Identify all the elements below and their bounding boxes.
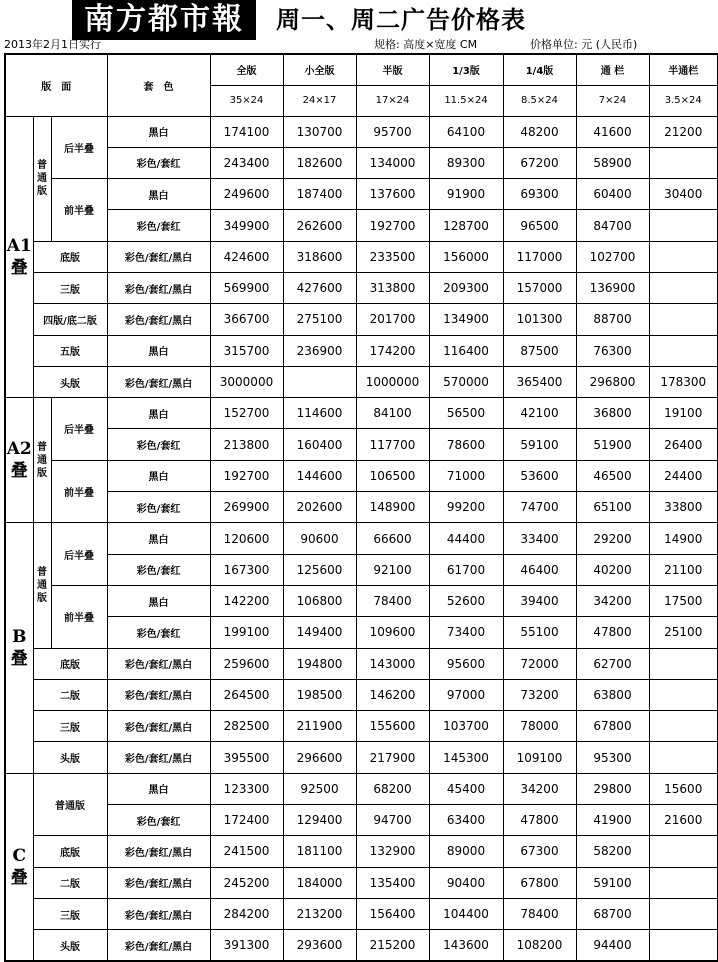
price-cell: 184000	[283, 867, 356, 898]
table-row	[5, 304, 718, 335]
color-option: 彩色/套红	[107, 492, 210, 523]
price-cell: 47800	[503, 805, 576, 836]
price-cell: 192700	[356, 210, 429, 241]
header-row	[5, 54, 718, 85]
page-label: 三版	[33, 272, 107, 303]
color-option: 黑白	[107, 116, 210, 147]
price-cell: 427600	[283, 272, 356, 303]
price-cell: 125600	[283, 554, 356, 585]
price-cell: 241500	[210, 836, 283, 867]
price-cell: 39400	[503, 585, 576, 616]
table-row	[5, 460, 718, 491]
table-row	[5, 585, 718, 616]
color-option: 黑白	[107, 335, 210, 366]
price-cell	[649, 272, 718, 303]
price-cell: 104400	[429, 898, 503, 929]
price-cell: 148900	[356, 492, 429, 523]
price-cell: 209300	[429, 272, 503, 303]
price-cell: 123300	[210, 773, 283, 804]
price-cell: 199100	[210, 617, 283, 648]
color-option: 彩色/套红/黑白	[107, 648, 210, 679]
price-cell: 145300	[429, 742, 503, 773]
corner-label: 版 面	[5, 54, 107, 116]
price-cell: 99200	[429, 492, 503, 523]
price-cell: 76300	[576, 335, 649, 366]
table-row	[5, 429, 718, 460]
price-cell: 72000	[503, 648, 576, 679]
edition-label: 普 通 版	[33, 116, 51, 241]
price-cell: 67800	[503, 867, 576, 898]
price-cell: 130700	[283, 116, 356, 147]
price-cell: 109600	[356, 617, 429, 648]
price-cell: 149400	[283, 617, 356, 648]
price-cell: 233500	[356, 241, 429, 272]
price-cell: 174100	[210, 116, 283, 147]
price-cell: 94700	[356, 805, 429, 836]
price-cell: 114600	[283, 398, 356, 429]
color-option: 彩色/套红/黑白	[107, 898, 210, 929]
page-title: 周一、周二广告价格表	[276, 6, 526, 34]
price-cell	[649, 898, 718, 929]
price-cell: 215200	[356, 930, 429, 961]
price-cell	[649, 210, 718, 241]
column-size: 17×24	[356, 85, 429, 116]
price-cell: 67200	[503, 147, 576, 178]
price-cell: 84700	[576, 210, 649, 241]
color-option: 彩色/套红/黑白	[107, 836, 210, 867]
price-cell	[649, 930, 718, 961]
page-label: 二版	[33, 679, 107, 710]
price-cell: 33800	[649, 492, 718, 523]
price-cell: 41600	[576, 116, 649, 147]
price-cell: 117700	[356, 429, 429, 460]
color-column-header: 套 色	[107, 54, 210, 116]
price-cell: 128700	[429, 210, 503, 241]
price-cell: 46500	[576, 460, 649, 491]
price-cell: 68200	[356, 773, 429, 804]
price-cell: 269900	[210, 492, 283, 523]
price-cell: 63400	[429, 805, 503, 836]
price-cell: 174200	[356, 335, 429, 366]
column-size: 7×24	[576, 85, 649, 116]
price-cell: 156400	[356, 898, 429, 929]
price-cell: 570000	[429, 366, 503, 397]
half-stack-label: 前半叠	[51, 460, 107, 523]
price-cell: 194800	[283, 648, 356, 679]
price-cell: 192700	[210, 460, 283, 491]
price-cell: 51900	[576, 429, 649, 460]
price-cell: 313800	[356, 272, 429, 303]
color-option: 彩色/套红	[107, 554, 210, 585]
price-cell: 198500	[283, 679, 356, 710]
half-stack-label: 前半叠	[51, 179, 107, 242]
price-cell: 97000	[429, 679, 503, 710]
price-cell: 3000000	[210, 366, 283, 397]
price-cell	[649, 679, 718, 710]
price-cell: 132900	[356, 836, 429, 867]
price-cell: 55100	[503, 617, 576, 648]
table-row	[5, 648, 718, 679]
price-cell: 90600	[283, 523, 356, 554]
price-cell: 89300	[429, 147, 503, 178]
price-cell: 181100	[283, 836, 356, 867]
price-cell	[283, 366, 356, 397]
price-cell: 146200	[356, 679, 429, 710]
price-cell: 84100	[356, 398, 429, 429]
price-cell: 29200	[576, 523, 649, 554]
price-cell	[649, 304, 718, 335]
half-stack-label: 后半叠	[51, 116, 107, 179]
color-option: 彩色/套红	[107, 805, 210, 836]
price-cell: 95300	[576, 742, 649, 773]
price-cell: 45400	[429, 773, 503, 804]
price-cell: 21200	[649, 116, 718, 147]
color-option: 黑白	[107, 585, 210, 616]
color-option: 彩色/套红	[107, 617, 210, 648]
price-cell: 65100	[576, 492, 649, 523]
price-cell: 46400	[503, 554, 576, 585]
price-cell: 25100	[649, 617, 718, 648]
column-size: 35×24	[210, 85, 283, 116]
price-cell: 249600	[210, 179, 283, 210]
price-cell: 52600	[429, 585, 503, 616]
price-cell: 157000	[503, 272, 576, 303]
price-cell	[649, 711, 718, 742]
price-cell: 94400	[576, 930, 649, 961]
price-cell: 156000	[429, 241, 503, 272]
table-row	[5, 679, 718, 710]
price-cell: 30400	[649, 179, 718, 210]
price-cell: 296600	[283, 742, 356, 773]
price-cell: 29800	[576, 773, 649, 804]
price-cell: 15600	[649, 773, 718, 804]
column-name: 通 栏	[576, 54, 649, 85]
price-cell: 275100	[283, 304, 356, 335]
table-row	[5, 867, 718, 898]
page-label: 头版	[33, 742, 107, 773]
price-cell	[649, 335, 718, 366]
price-cell: 167300	[210, 554, 283, 585]
price-cell: 187400	[283, 179, 356, 210]
price-cell: 395500	[210, 742, 283, 773]
color-option: 彩色/套红	[107, 210, 210, 241]
color-option: 黑白	[107, 773, 210, 804]
half-stack-label: 前半叠	[51, 585, 107, 648]
color-option: 彩色/套红/黑白	[107, 867, 210, 898]
price-cell: 63800	[576, 679, 649, 710]
column-name: 1/4版	[503, 54, 576, 85]
price-cell: 318600	[283, 241, 356, 272]
price-cell: 129400	[283, 805, 356, 836]
price-cell: 101300	[503, 304, 576, 335]
section-label: A2 叠	[5, 398, 33, 523]
page-label: 底版	[33, 241, 107, 272]
price-cell: 106500	[356, 460, 429, 491]
column-size: 11.5×24	[429, 85, 503, 116]
page-label: 三版	[33, 711, 107, 742]
price-cell: 21600	[649, 805, 718, 836]
price-cell: 78400	[503, 898, 576, 929]
price-cell: 201700	[356, 304, 429, 335]
table-row	[5, 523, 718, 554]
color-option: 彩色/套红/黑白	[107, 272, 210, 303]
price-cell: 1000000	[356, 366, 429, 397]
price-cell: 78600	[429, 429, 503, 460]
color-option: 彩色/套红/黑白	[107, 304, 210, 335]
price-cell: 120600	[210, 523, 283, 554]
price-cell: 136900	[576, 272, 649, 303]
price-cell: 17500	[649, 585, 718, 616]
color-option: 黑白	[107, 460, 210, 491]
price-cell: 366700	[210, 304, 283, 335]
table-row	[5, 335, 718, 366]
section-label: B 叠	[5, 523, 33, 773]
price-cell: 78000	[503, 711, 576, 742]
color-option: 彩色/套红	[107, 429, 210, 460]
price-cell: 73200	[503, 679, 576, 710]
price-cell: 424600	[210, 241, 283, 272]
price-cell: 315700	[210, 335, 283, 366]
price-cell: 78400	[356, 585, 429, 616]
price-cell: 262600	[283, 210, 356, 241]
page-label: 二版	[33, 867, 107, 898]
table-row	[5, 272, 718, 303]
price-cell: 69300	[503, 179, 576, 210]
price-cell: 134000	[356, 147, 429, 178]
table-row	[5, 179, 718, 210]
price-cell: 60400	[576, 179, 649, 210]
price-cell: 365400	[503, 366, 576, 397]
page-label: 头版	[33, 930, 107, 961]
price-cell: 213200	[283, 898, 356, 929]
color-option: 彩色/套红/黑白	[107, 930, 210, 961]
table-row	[5, 617, 718, 648]
price-cell: 58900	[576, 147, 649, 178]
price-cell: 48200	[503, 116, 576, 147]
price-cell: 95700	[356, 116, 429, 147]
price-cell: 56500	[429, 398, 503, 429]
price-cell: 33400	[503, 523, 576, 554]
price-cell: 211900	[283, 711, 356, 742]
page-label: 四版/底二版	[33, 304, 107, 335]
price-cell: 296800	[576, 366, 649, 397]
price-cell: 89000	[429, 836, 503, 867]
price-cell: 36800	[576, 398, 649, 429]
price-cell: 182600	[283, 147, 356, 178]
price-cell: 95600	[429, 648, 503, 679]
column-size: 3.5×24	[649, 85, 718, 116]
price-cell: 236900	[283, 335, 356, 366]
price-cell	[649, 867, 718, 898]
price-cell: 109100	[503, 742, 576, 773]
color-option: 彩色/套红/黑白	[107, 366, 210, 397]
price-cell: 152700	[210, 398, 283, 429]
price-cell: 34200	[503, 773, 576, 804]
table-row	[5, 398, 718, 429]
price-cell: 74700	[503, 492, 576, 523]
table-row	[5, 930, 718, 961]
price-cell: 58200	[576, 836, 649, 867]
half-stack-label: 后半叠	[51, 523, 107, 586]
color-option: 彩色/套红/黑白	[107, 711, 210, 742]
table-row	[5, 241, 718, 272]
price-cell: 67800	[576, 711, 649, 742]
table-row	[5, 554, 718, 585]
price-cell: 213800	[210, 429, 283, 460]
price-table-body	[5, 54, 718, 961]
price-cell: 103700	[429, 711, 503, 742]
price-cell: 137600	[356, 179, 429, 210]
page-label: 底版	[33, 836, 107, 867]
price-cell: 71000	[429, 460, 503, 491]
price-cell: 59100	[503, 429, 576, 460]
price-cell: 282500	[210, 711, 283, 742]
color-option: 彩色/套红/黑白	[107, 679, 210, 710]
price-cell: 90400	[429, 867, 503, 898]
price-table	[4, 53, 718, 962]
table-row	[5, 898, 718, 929]
price-cell: 117000	[503, 241, 576, 272]
price-cell: 24400	[649, 460, 718, 491]
half-stack-label: 后半叠	[51, 398, 107, 461]
price-cell: 143600	[429, 930, 503, 961]
color-option: 彩色/套红/黑白	[107, 241, 210, 272]
price-cell: 40200	[576, 554, 649, 585]
price-cell	[649, 836, 718, 867]
column-name: 1/3版	[429, 54, 503, 85]
table-row	[5, 210, 718, 241]
price-cell: 64100	[429, 116, 503, 147]
effective-date: 2013年2月1日实行	[4, 38, 101, 51]
price-cell: 14900	[649, 523, 718, 554]
table-row	[5, 147, 718, 178]
table-row	[5, 742, 718, 773]
table-row	[5, 836, 718, 867]
price-cell: 59100	[576, 867, 649, 898]
table-row	[5, 366, 718, 397]
price-cell: 142200	[210, 585, 283, 616]
color-option: 彩色/套红/黑白	[107, 742, 210, 773]
column-name: 半版	[356, 54, 429, 85]
color-option: 黑白	[107, 398, 210, 429]
table-row	[5, 805, 718, 836]
price-cell: 21100	[649, 554, 718, 585]
price-cell: 259600	[210, 648, 283, 679]
price-cell	[649, 147, 718, 178]
price-cell: 92100	[356, 554, 429, 585]
price-cell: 96500	[503, 210, 576, 241]
price-cell: 61700	[429, 554, 503, 585]
price-cell: 102700	[576, 241, 649, 272]
price-cell: 47800	[576, 617, 649, 648]
price-cell: 41900	[576, 805, 649, 836]
color-option: 彩色/套红	[107, 147, 210, 178]
page-label: 底版	[33, 648, 107, 679]
price-cell: 44400	[429, 523, 503, 554]
size-spec-note: 规格: 高度×宽度 CM	[374, 38, 478, 51]
section-label: A1 叠	[5, 116, 33, 398]
edition-label: 普 通 版	[33, 523, 51, 648]
price-cell: 243400	[210, 147, 283, 178]
price-cell: 349900	[210, 210, 283, 241]
price-cell: 53600	[503, 460, 576, 491]
price-cell: 264500	[210, 679, 283, 710]
page-label: 普通版	[33, 773, 107, 836]
price-cell: 160400	[283, 429, 356, 460]
price-cell: 143000	[356, 648, 429, 679]
page-label: 五版	[33, 335, 107, 366]
column-size: 8.5×24	[503, 85, 576, 116]
price-cell: 284200	[210, 898, 283, 929]
price-cell: 66600	[356, 523, 429, 554]
color-option: 黑白	[107, 179, 210, 210]
color-option: 黑白	[107, 523, 210, 554]
price-cell	[649, 241, 718, 272]
price-cell: 106800	[283, 585, 356, 616]
price-cell: 67300	[503, 836, 576, 867]
price-cell: 155600	[356, 711, 429, 742]
price-cell	[649, 648, 718, 679]
price-cell: 68700	[576, 898, 649, 929]
price-cell: 134900	[429, 304, 503, 335]
price-cell: 217900	[356, 742, 429, 773]
price-cell: 108200	[503, 930, 576, 961]
section-label: C 叠	[5, 773, 33, 961]
price-cell: 26400	[649, 429, 718, 460]
column-name: 小全版	[283, 54, 356, 85]
price-cell: 73400	[429, 617, 503, 648]
newspaper-logo: 南方都市報	[72, 0, 256, 40]
table-row	[5, 492, 718, 523]
price-cell: 42100	[503, 398, 576, 429]
edition-label: 普 通 版	[33, 398, 51, 523]
price-cell: 135400	[356, 867, 429, 898]
page-label: 三版	[33, 898, 107, 929]
price-cell: 116400	[429, 335, 503, 366]
page-label: 头版	[33, 366, 107, 397]
price-unit-note: 价格单位: 元 (人民币)	[530, 38, 638, 51]
price-cell: 34200	[576, 585, 649, 616]
price-cell	[649, 742, 718, 773]
table-row	[5, 773, 718, 804]
column-size: 24×17	[283, 85, 356, 116]
price-cell: 293600	[283, 930, 356, 961]
column-name: 半通栏	[649, 54, 718, 85]
price-cell: 245200	[210, 867, 283, 898]
column-name: 全版	[210, 54, 283, 85]
table-row	[5, 116, 718, 147]
table-row	[5, 711, 718, 742]
price-cell: 88700	[576, 304, 649, 335]
price-cell: 87500	[503, 335, 576, 366]
price-cell: 391300	[210, 930, 283, 961]
price-cell: 144600	[283, 460, 356, 491]
price-cell: 91900	[429, 179, 503, 210]
price-cell: 172400	[210, 805, 283, 836]
price-cell: 202600	[283, 492, 356, 523]
price-cell: 178300	[649, 366, 718, 397]
price-cell: 19100	[649, 398, 718, 429]
price-cell: 62700	[576, 648, 649, 679]
price-cell: 569900	[210, 272, 283, 303]
price-cell: 92500	[283, 773, 356, 804]
